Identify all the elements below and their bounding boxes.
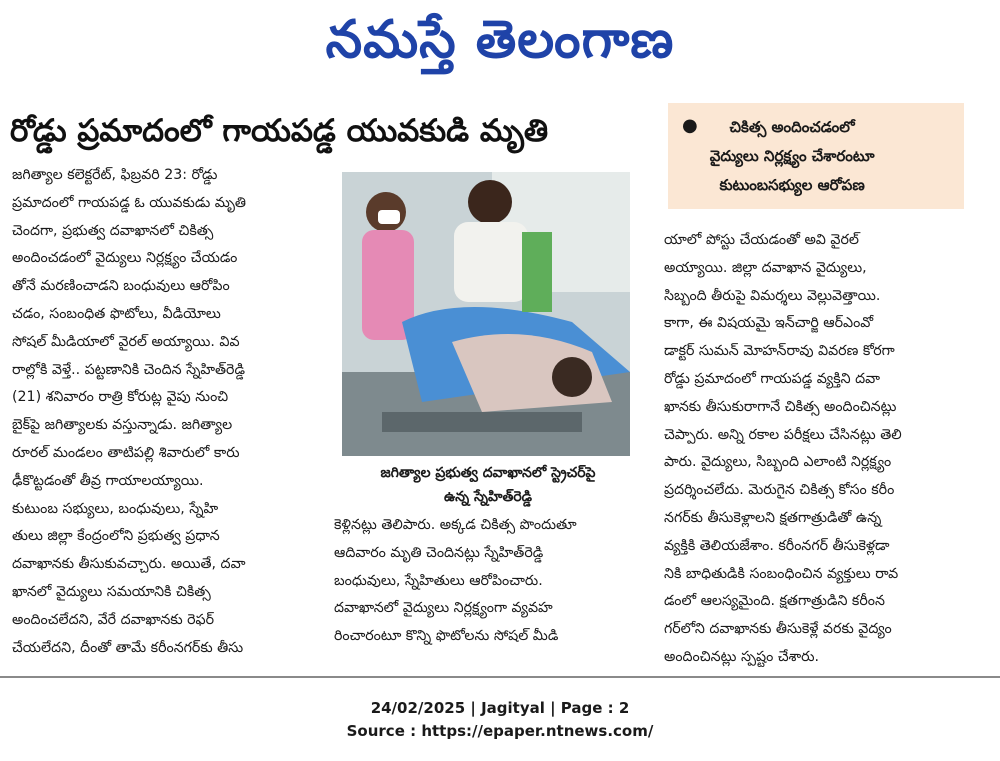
text-line: రూరల్ మండలం తాటిపల్లి శివారులో కారు [12,444,240,461]
text-line: తులు జిల్లా కేంద్రంలోని ప్రభుత్వ ప్రధాన [12,528,220,545]
text-line: ఢీకొట్టడంతో తీవ్ర గాయాలయ్యాయి. [12,472,204,489]
text-line: బంధువులు, స్నేహితులు ఆరోపించారు. [334,572,543,589]
masthead [0,0,1000,80]
news-photo [342,172,630,456]
text-line: పారు. వైద్యులు, సిబ్బంది ఎలాంటి నిర్లక్ష్యం [664,454,892,471]
newspaper-logo: నమస్తే తెలంగాణ [325,10,675,70]
text-line: చెందగా, ప్రభుత్వ దవాఖానలో చికిత్స [12,222,214,239]
caption-line: ఉన్న స్నేహిత్‌రెడ్డి [443,489,533,505]
highlight-line: చికిత్స అందించడంలో [729,118,855,136]
text-line: (21) శనివారం రాత్రి కోరుట్ల వైపు నుంచి [12,389,229,406]
article-headline: రోడ్డు ప్రమాదంలో గాయపడ్డ యువకుడి మృతి [10,113,549,149]
highlight-line: కుటుంబసభ్యుల ఆరోపణ [719,176,865,194]
text-line: ఆదివారం మృతి చెందినట్లు స్నేహిత్‌రెడ్డి [334,544,544,561]
text-line: ఖానకు తీసుకురాగానే చికిత్స అందించినట్లు [664,398,897,415]
text-line: కెళ్లినట్లు తెలిపారు. అక్కడ చికిత్స పొందుతూ [334,517,577,533]
photo-illustration [342,172,630,456]
article-column-2 [334,512,640,651]
text-line: ప్రదర్శించలేదు. మెరుగైన చికిత్స కోసం కరీం [664,482,895,499]
caption-line: జగిత్యాల ప్రభుత్వ దవాఖానలో స్ట్రెచర్‌పై [380,465,596,481]
text-line: గర్‌లోని దవాఖానకు తీసుకెళ్లే వరకు వైద్యం [664,621,892,638]
text-line: చెప్పారు. అన్ని రకాల పరీక్షలు చేసినట్లు తెలి [664,426,902,443]
text-line: చడం, సంబంధిత ఫొటోలు, వీడియోలు [12,305,221,322]
text-line: డంలో ఆలస్యమైంది. క్షతగాత్రుడిని కరీంన [664,593,885,610]
text-line: ప్రమాదంలో గాయపడ్డ ఓ యువకుడు మృతి [12,194,246,211]
footer-date-line: 24/02/2025 | Jagityal | Page : 2 [370,699,630,717]
text-line: నగర్‌కు తీసుకెళ్లాలని క్షతగాత్రుడితో ఉన్న [664,509,882,526]
text-line: అందించినట్లు స్పష్టం చేశారు. [664,648,819,665]
text-line: యాలో పోస్టు చేయడంతో అవి వైరల్ [664,232,859,248]
text-line: రించారంటూ కొన్ని ఫొటోలను సోషల్ మీడి [334,628,559,645]
text-line: కుటుంబ సభ్యులు, బంధువులు, స్నేహి [12,500,219,517]
text-line: రోడ్డు ప్రమాదంలో గాయపడ్డ వ్యక్తిని దవా [664,370,880,387]
text-line: సిబ్బంది తీరుపై విమర్శలు వెల్లువెత్తాయి. [664,287,881,304]
photo-caption [330,461,646,509]
footer-source-line[interactable]: Source : https://epaper.ntnews.com/ [346,722,654,740]
text-line: జగిత్యాల కలెక్టరేట్, ఫిబ్రవరి 23: రోడ్డు [12,167,218,183]
text-line: అందించడంలో వైద్యులు నిర్లక్ష్యం చేయడం [12,250,238,267]
highlight-line: వైద్యులు నిర్లక్ష్యం చేశారంటూ [709,147,875,165]
text-line: చేయలేదని, దీంతో తామే కరీంనగర్‌కు తీసు [12,639,244,656]
article-column-1 [12,162,310,662]
text-line: అయ్యాయి. జిల్లా దవాఖాన వైద్యులు, [664,259,867,276]
text-line: కాగా, ఈ విషయమై ఇన్‌చార్జి ఆర్‌ఎంవో [664,315,874,332]
text-line: నికి బాధితుడికి సంబంధించిన వ్యక్తులు రావ [664,565,899,582]
text-line: సోషల్ మీడియాలో వైరల్ అయ్యాయి. వివ [12,333,240,350]
article-column-3 [664,227,970,672]
text-line: డాక్టర్ సుమన్ మోహన్‌రావు వివరణ కోరగా [664,343,895,360]
text-line: అందించలేదని, వేరే దవాఖానకు రెఫర్ [12,611,215,628]
footer-divider [0,676,1000,678]
highlight-box [668,103,964,209]
highlight-text [710,113,875,200]
text-line: దవాఖానలో వైద్యులు నిర్లక్ష్యంగా వ్యవహ [334,600,553,617]
text-line: ఖానలో వైద్యులు సమయానికి చికిత్స [12,583,211,600]
text-line: రాల్లోకి వెళ్తే.. పట్టణానికి చెందిన స్నేహిత్‌రెడ్డి [12,361,245,378]
text-line: బైక్‌పై జగిత్యాలకు వస్తున్నాడు. జగిత్యాల [12,417,233,434]
bullet-icon: ● [682,115,698,136]
text-line: వ్యక్తికి తెలియజేశాం. కరీంనగర్ తీసుకెళ్లడా [664,537,890,554]
text-line: దవాఖానకు తీసుకువచ్చారు. అయితే, దవా [12,556,246,573]
text-line: తోనే మరణించాడని బంధువులు ఆరోపిం [12,278,230,295]
